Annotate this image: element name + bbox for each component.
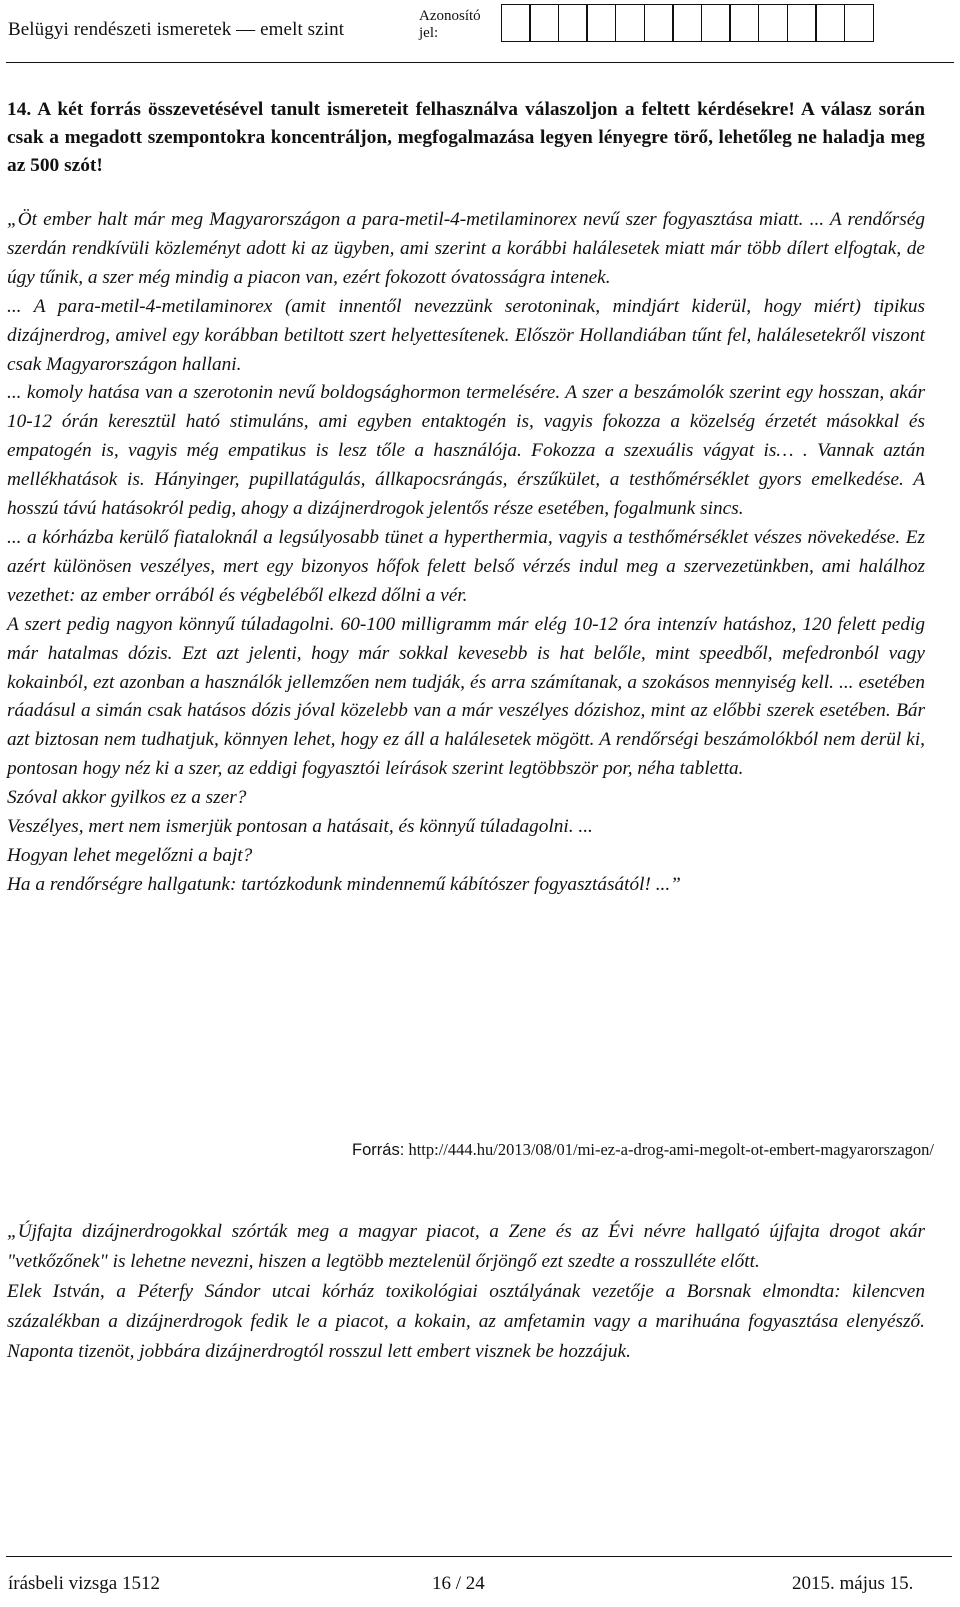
source-1-lead (7, 206, 925, 293)
id-label-line1: Azonosító (419, 8, 481, 24)
id-box (758, 4, 788, 42)
source-1-paragraph: ... A para-metil-4-metilaminorex (amit innentől nevezzünk serotoninak, mindjárt kiderül, hogy miért) tipikus dizájnerdrog, amivel egy korábban betiltott szert helyettesítenek. Először Hollandiában tűnt fel, halálesetekről viszont csak Magyarországon hallani. (7, 295, 925, 375)
id-box (615, 4, 645, 42)
source-1 (7, 206, 925, 900)
citation-label: Forrás: (352, 1141, 405, 1159)
footer-page-number: 16 / 24 (432, 1573, 485, 1594)
source-1-paragraph: Ha a rendőrségre hallgatunk: tartózkodunk mindennemű kábítószer fogyasztásától! ...” (7, 873, 681, 895)
source-2 (7, 1217, 925, 1367)
id-boxes (502, 4, 874, 42)
footer-date: 2015. május 15. (792, 1573, 914, 1594)
source-2-paragraph: Elek István, a Péterfy Sándor utcai kórház toxikológiai osztályának vezetője a Borsnak elmondta: kilencven százalékban a dizájnerdrogok fedik le a piacot, a kokain, az amfetamin vagy a marihuána fogyasztása elenyésző. Naponta tizenöt, jobbára dizájnerdrogtól rosszul lett embert visznek be hozzájuk. (7, 1281, 925, 1362)
id-box (701, 4, 731, 42)
source-1-paragraph: ... komoly hatása van a szerotonin nevű boldogsághormon termelésére. A szer a beszámolók szerint egy hosszan, akár 10-12 órán keresztül ható stimuláns, ami egyben entaktogén is, vagyis fokozza a közelség érzetét másokkal és empatogén is, vagyis még empatikus is lesz tőle a használója. Fokozza a szexuális vágyat is… . Vannak aztán mellékhatások is. Hányinger, pupillatágulás, állkapocsrángás, érszűkület, a testhőmérséklet gyors emelkedése. A hosszú távú hatásokról pedig, ahogy a dizájnerdrogok jelentős része esetében, fogalmunk sincs. (7, 382, 925, 520)
id-box (844, 4, 874, 42)
id-box (501, 4, 531, 42)
question-text: 14. A két forrás összevetésével tanult ismereteit felhasználva válaszoljon a feltett kérdésekre! A válasz során csak a megadott szempontokra koncentráljon, megfogalmazása legyen lényegre törő, lehetőleg ne haladja meg az 500 szót! (7, 99, 925, 176)
id-label-line2: jel: (419, 25, 439, 41)
citation-url: http://444.hu/2013/08/01/mi-ez-a-drog-ami-megolt-ot-embert-magyarorszagon/ (404, 1140, 934, 1159)
source-1-paragraph: A szert pedig nagyon könnyű túladagolni. 60-100 milligramm már elég 10-12 óra intenzív hatáshoz, 120 felett pedig már hatalmas dózis. Ezt azt jelenti, hogy már sokkal kevesebb is hat belőle, mint speedből, mefedronból vagy kokainból, ezt azonban a használók jellemzően nem tudják, és arra számítanak, a szokásos mennyiség kell. ... esetében ráadásul a simán csak hatásos dózis jóval közelebb van a már veszélyes dózishoz, mint az előbbi szerek esetében. Bár azt biztosan nem tudhatjuk, könnyen lehet, hogy ez áll a halálesetek mögött. A rendőrségi beszámolókból nem derül ki, pontosan hogy néz ki a szer, az eddigi fogyasztói leírások szerint legtöbbször por, néha tabletta. (7, 613, 925, 780)
footer-exam-code: írásbeli vizsga 1512 (8, 1573, 160, 1594)
source-1-paragraph: Veszélyes, mert nem ismerjük pontosan a hatásait, és könnyű túladagolni. ... (7, 816, 593, 838)
id-box (787, 4, 817, 42)
source-2-paragraph: „Újfajta dizájnerdrogokkal szórták meg a magyar piacot, a Zene és az Évi névre hallgató újfajta drogot akár "vetkőzőnek" is lehetne nevezni, hiszen a legtöbb meztelenül őrjöngő ezt szedte a rosszulléte előtt. (7, 1221, 925, 1272)
source-1-paragraph: ... a kórházba kerülő fiataloknál a legsúlyosabb tünet a hyperthermia, vagyis a testhőmérséklet vészes növekedése. Ez azért különösen veszélyes, mert egy bizonyos hőfok felett belső vérzés indul meg a szervezetünkben, ami halálhoz vezethet: az ember orrából és végbeléből elkezd dőlni a vér. (7, 526, 925, 606)
source-1-paragraph: Hogyan lehet megelőzni a bajt? (7, 844, 253, 866)
id-box (586, 4, 616, 42)
page-header (6, 0, 954, 64)
source-1-paragraph: Szóval akkor gyilkos ez a szer? (7, 787, 247, 809)
source-1-lead-start: „Öt ember halt már meg Magyarországon a para-metil-4-metilaminorex nevű szer fogyasztása miatt. ... (7, 209, 825, 230)
id-box (729, 4, 759, 42)
id-box (672, 4, 702, 42)
id-box (558, 4, 588, 42)
id-box (529, 4, 559, 42)
id-box (644, 4, 674, 42)
footer-divider (6, 1556, 952, 1557)
id-box (815, 4, 845, 42)
header-divider (6, 62, 954, 63)
source-1-lead-rest: A rendőrség szerdán rendkívüli közleményt adott ki az ügyben, ami szerint a korábbi halálesetek miatt már több dílert elfogtak, de úgy tűnik, a szer még mindig a piacon van, ezért fokozott óvatosságra intenek. (7, 209, 926, 288)
header-title: Belügyi rendészeti ismeretek — emelt szint (8, 19, 345, 40)
source-1-citation (244, 1140, 934, 1160)
id-label (419, 8, 481, 42)
